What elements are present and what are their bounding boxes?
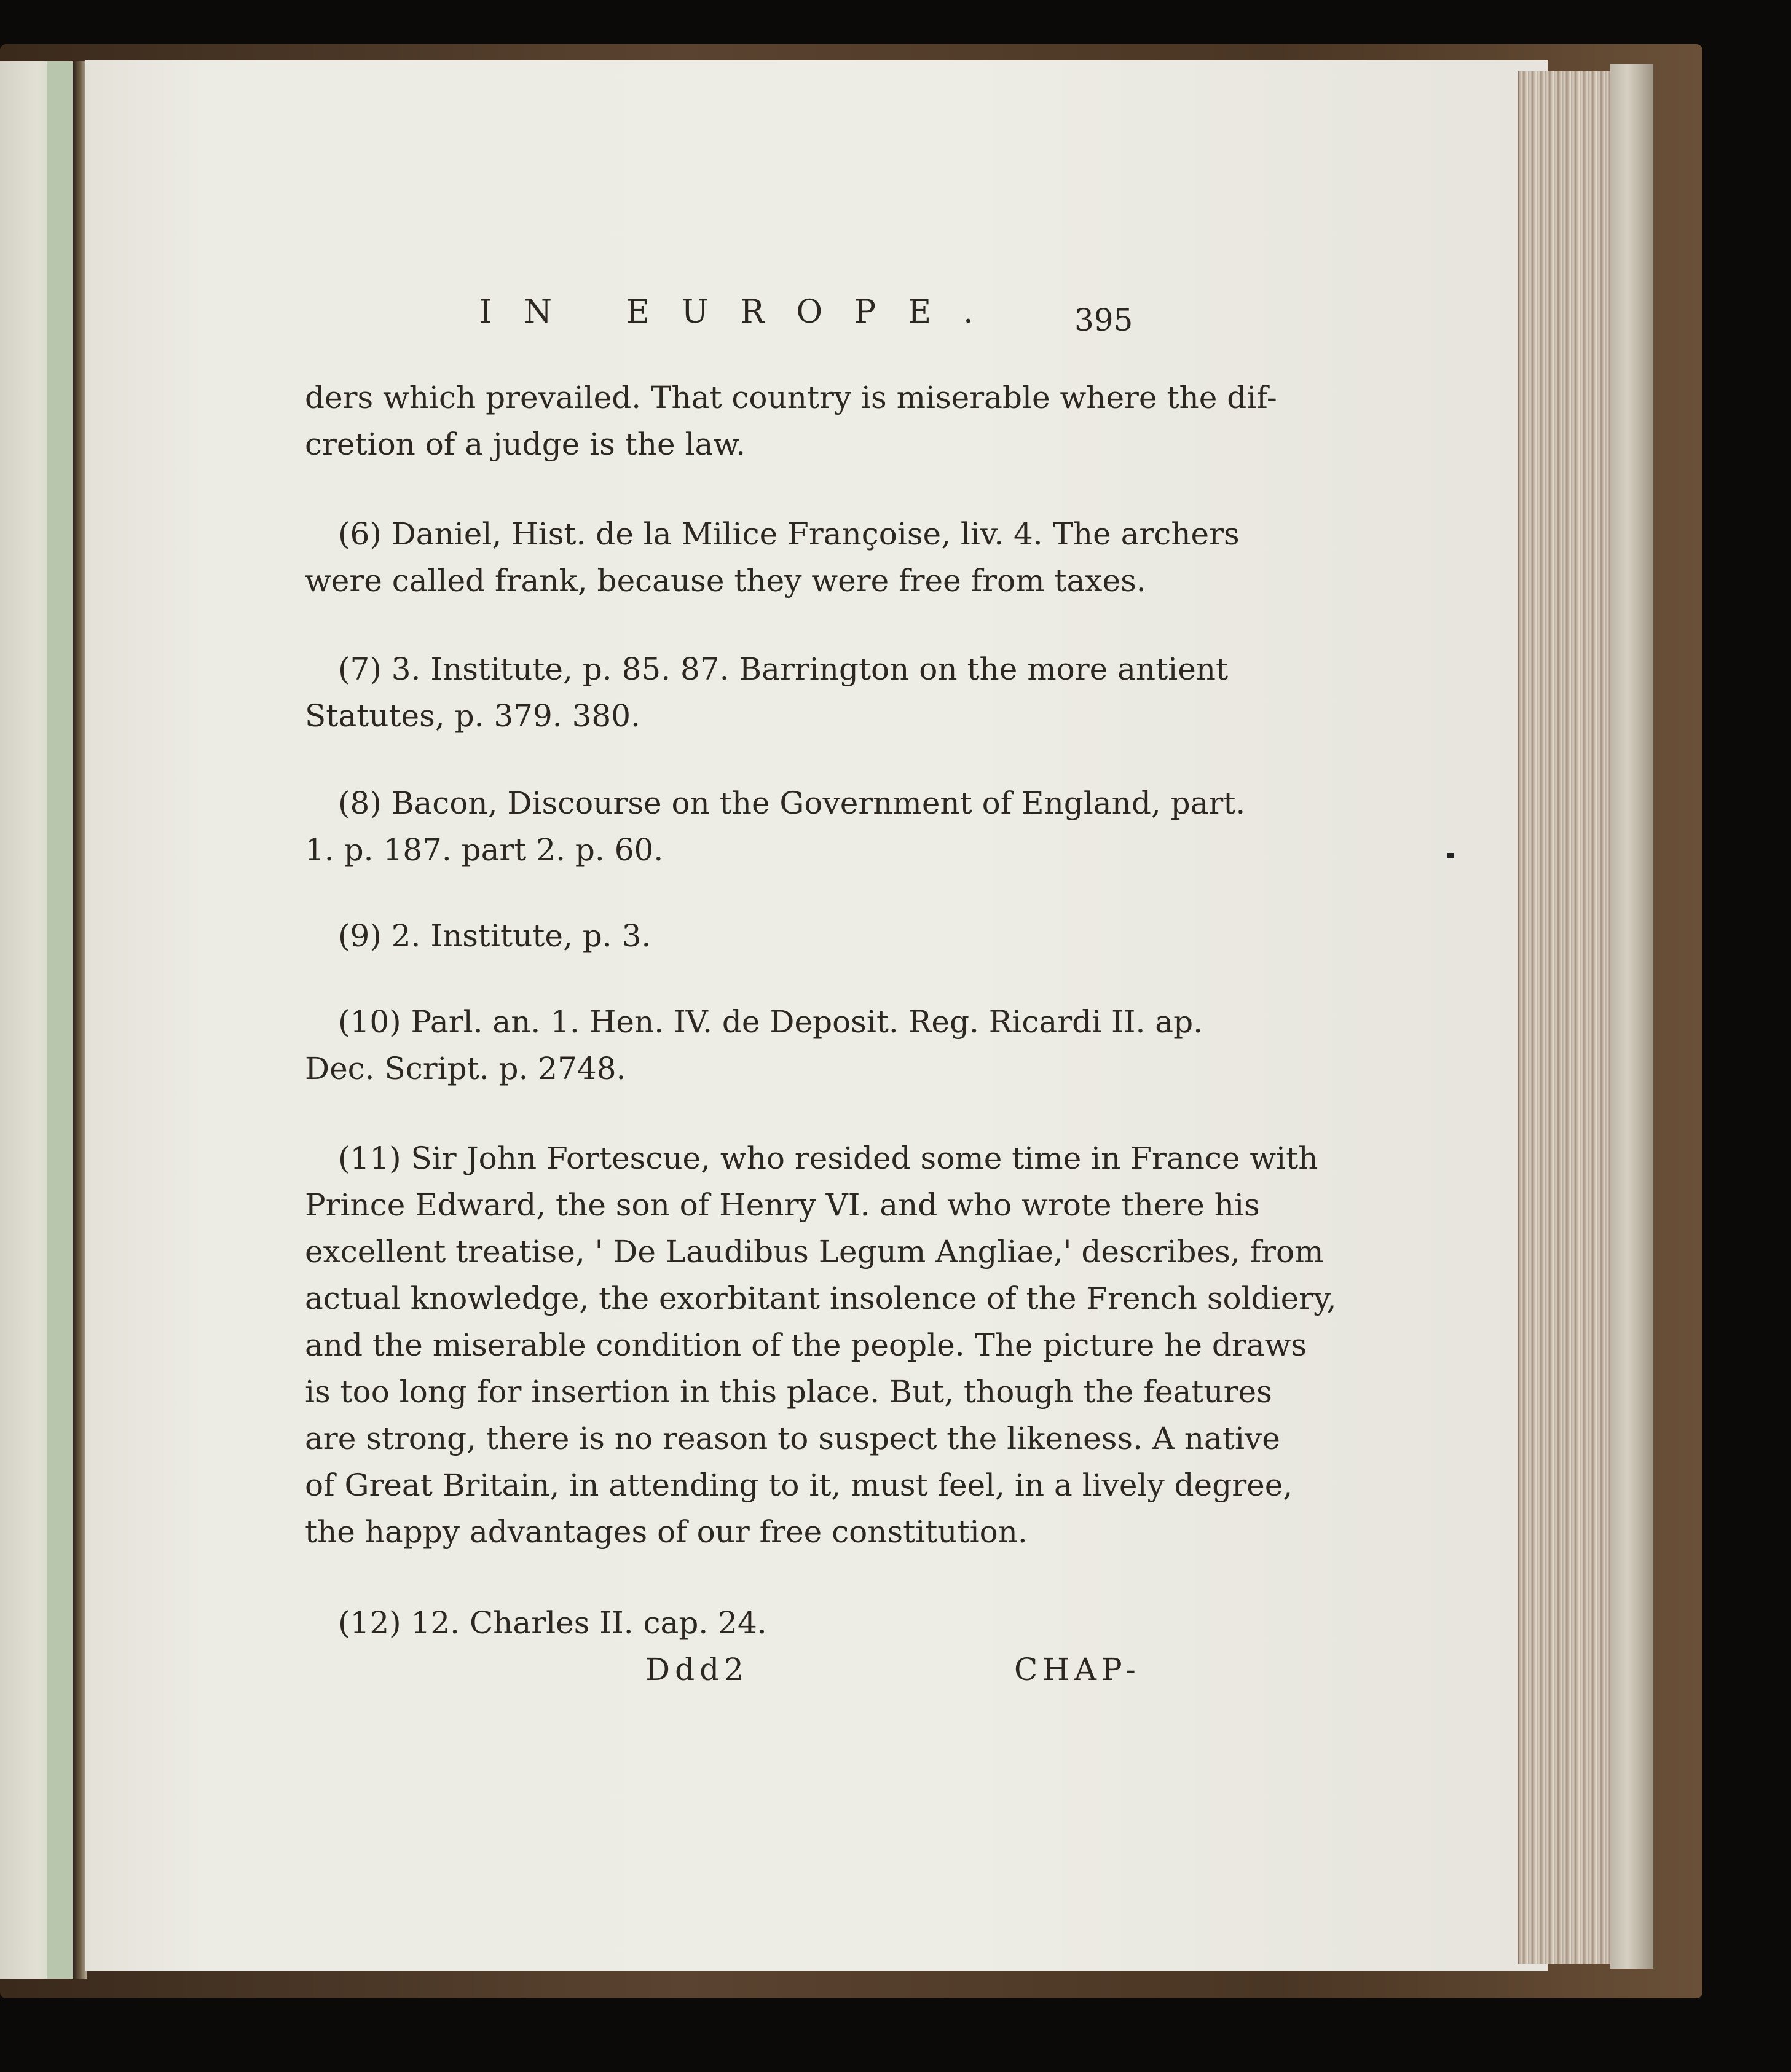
note-11-line: (11) Sir John Fortescue, who resided some time in France with: [338, 1140, 1318, 1176]
note-text-line: cretion of a judge is the law.: [305, 426, 746, 462]
page-stack-edge: [1518, 71, 1612, 1964]
running-title: IN EUROPE.: [479, 294, 1006, 331]
note-11-line: of Great Britain, in attending to it, must feel, in a lively degree,: [305, 1467, 1293, 1503]
note-6-line: (6) Daniel, Hist. de la Milice Françoise, liv. 4. The archers: [338, 516, 1240, 552]
note-11-line: and the miserable condition of the people. The picture he draws: [305, 1327, 1307, 1363]
left-page-shadow: [47, 61, 74, 1979]
note-11-line: Prince Edward, the son of Henry VI. and who wrote there his: [305, 1187, 1260, 1223]
signature-mark: Ddd2: [645, 1652, 749, 1687]
page-number: 395: [1074, 302, 1133, 338]
note-7-line: (7) 3. Institute, p. 85. 87. Barrington on the more antient: [338, 651, 1229, 687]
note-7-line: Statutes, p. 379. 380.: [305, 698, 640, 734]
catchword: CHAP-: [1014, 1652, 1141, 1687]
cover-board-edge: [1610, 64, 1653, 1969]
note-8-line: (8) Bacon, Discourse on the Government of England, part.: [338, 785, 1246, 821]
note-8-line: 1. p. 187. part 2. p. 60.: [305, 832, 664, 868]
note-11-line: actual knowledge, the exorbitant insolence of the French soldiery,: [305, 1281, 1337, 1316]
note-9-line: (9) 2. Institute, p. 3.: [338, 918, 651, 954]
note-11-line: is too long for insertion in this place. But, though the features: [305, 1374, 1272, 1410]
note-6-line: were called frank, because they were free from taxes.: [305, 563, 1146, 598]
note-10-line: (10) Parl. an. 1. Hen. IV. de Deposit. Reg. Ricardi II. ap.: [338, 1004, 1203, 1040]
note-11-line: excellent treatise, ' De Laudibus Legum Angliae,' describes, from: [305, 1234, 1324, 1269]
note-text-line: ders which prevailed. That country is miserable where the dif-: [305, 380, 1277, 415]
note-10-line: Dec. Script. p. 2748.: [305, 1051, 626, 1086]
note-11-line: are strong, there is no reason to suspect the likeness. A native: [305, 1421, 1280, 1456]
ink-speck: [1447, 853, 1454, 858]
note-12-line: (12) 12. Charles II. cap. 24.: [338, 1605, 767, 1641]
note-11-line: the happy advantages of our free constitution.: [305, 1514, 1028, 1550]
